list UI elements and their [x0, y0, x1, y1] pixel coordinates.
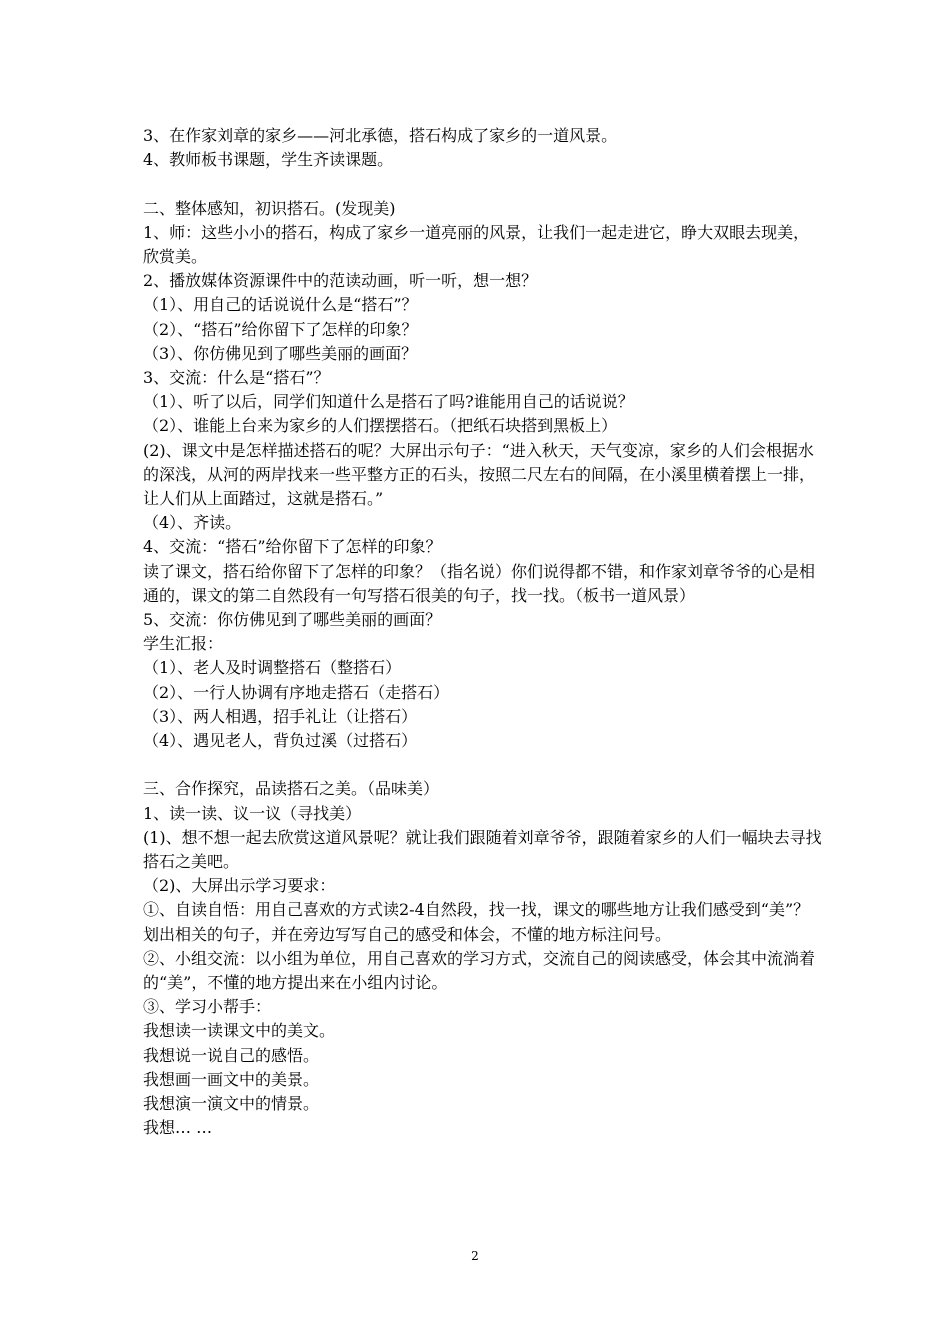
paragraph: ②、小组交流：以小组为单位，用自己喜欢的学习方式，交流自己的阅读感受，体会其中流淌着的“美”，不懂的地方提出来在小组内讨论。: [143, 948, 816, 993]
paragraph: 4、交流：“搭石”给你留下了怎样的印象？: [143, 537, 442, 557]
paragraph: 3、交流：什么是“搭石”？: [143, 368, 330, 388]
paragraph: 学生汇报：: [143, 634, 224, 654]
section-heading: 三、合作探究，品读搭石之美。（品味美）: [143, 779, 440, 799]
paragraph: (1)、想不想一起去欣赏这道风景呢？就让我们跟随着刘章爷爷，跟随着家乡的人们一幅块去寻找搭石之美吧。: [143, 827, 822, 872]
paragraph: （1）、用自己的话说说什么是“搭石”？: [143, 295, 418, 315]
paragraph: (2)、课文中是怎样描述搭石的呢？大屏出示句子：“进入秋天，天气变凉，家乡的人们会根据水的深浅，从河的两岸找来一些平整方正的石头，按照二尺左右的间隔，在小溪里横着摆上一排，让人们从上面踏过，这就是搭石。”: [143, 440, 816, 509]
paragraph: ①、自读自悟：用自己喜欢的方式读2-4自然段，找一找，课文的哪些地方让我们感受到“美”？划出相关的句子，并在旁边写写自己的感受和体会，不懂的地方标注问号。: [143, 900, 810, 944]
blank-line: [143, 753, 823, 777]
paragraph: （1）、听了以后，同学们知道什么是搭石了吗?谁能用自己的话说说？: [143, 392, 634, 412]
paragraph: 2、播放媒体资源课件中的范读动画，听一听，想一想？: [143, 271, 538, 291]
blank-line: [143, 172, 823, 196]
paragraph: 读了课文，搭石给你留下了怎样的印象？（指名说）你们说得都不错，和作家刘章爷爷的心是相通的，课文的第二自然段有一句写搭石很美的句子，找一找。（板书一道风景）: [143, 561, 816, 605]
paragraph: （2)、大屏出示学习要求：: [143, 876, 336, 896]
paragraph: 5、交流：你仿佛见到了哪些美丽的画面？: [143, 610, 442, 630]
paragraph: （2）、一行人协调有序地走搭石（走搭石）: [143, 682, 450, 702]
paragraph: （3）、你仿佛见到了哪些美丽的画面？: [143, 343, 418, 363]
page-number: 2: [471, 1249, 479, 1263]
document-body: [143, 124, 823, 1141]
paragraph: （4）、遇见老人，背负过溪（过搭石）: [143, 731, 418, 751]
paragraph: （4）、齐读。: [143, 513, 242, 533]
paragraph: （2）、“搭石”给你留下了怎样的印象？: [143, 319, 418, 339]
paragraph: 我想演一演文中的情景。: [143, 1094, 320, 1114]
section-heading: 二、整体感知，初识搭石。(发现美): [143, 198, 396, 218]
paragraph: 我想画一画文中的美景。: [143, 1069, 320, 1089]
paragraph: 我想读一读课文中的美文。: [143, 1021, 336, 1041]
paragraph: 4、教师板书课题，学生齐读课题。: [143, 150, 394, 170]
paragraph: 1、读一读、议一议（寻找美）: [143, 803, 362, 823]
paragraph: 1、师：这些小小的搭石，构成了家乡一道亮丽的风景，让我们一起走进它，睁大双眼去现美，欣赏美。: [143, 222, 810, 266]
paragraph: ③、学习小帮手：: [143, 997, 272, 1017]
paragraph: 我想说一说自己的感悟。: [143, 1045, 320, 1065]
paragraph: （1）、老人及时调整搭石（整搭石）: [143, 658, 402, 678]
paragraph: 3、在作家刘章的家乡——河北承德，搭石构成了家乡的一道风景。: [143, 126, 618, 145]
paragraph: 我想… …: [143, 1118, 213, 1138]
paragraph: （3）、两人相遇，招手礼让（让搭石）: [143, 706, 418, 726]
paragraph: （2）、谁能上台来为家乡的人们摆摆搭石。（把纸石块搭到黑板上）: [143, 416, 618, 436]
